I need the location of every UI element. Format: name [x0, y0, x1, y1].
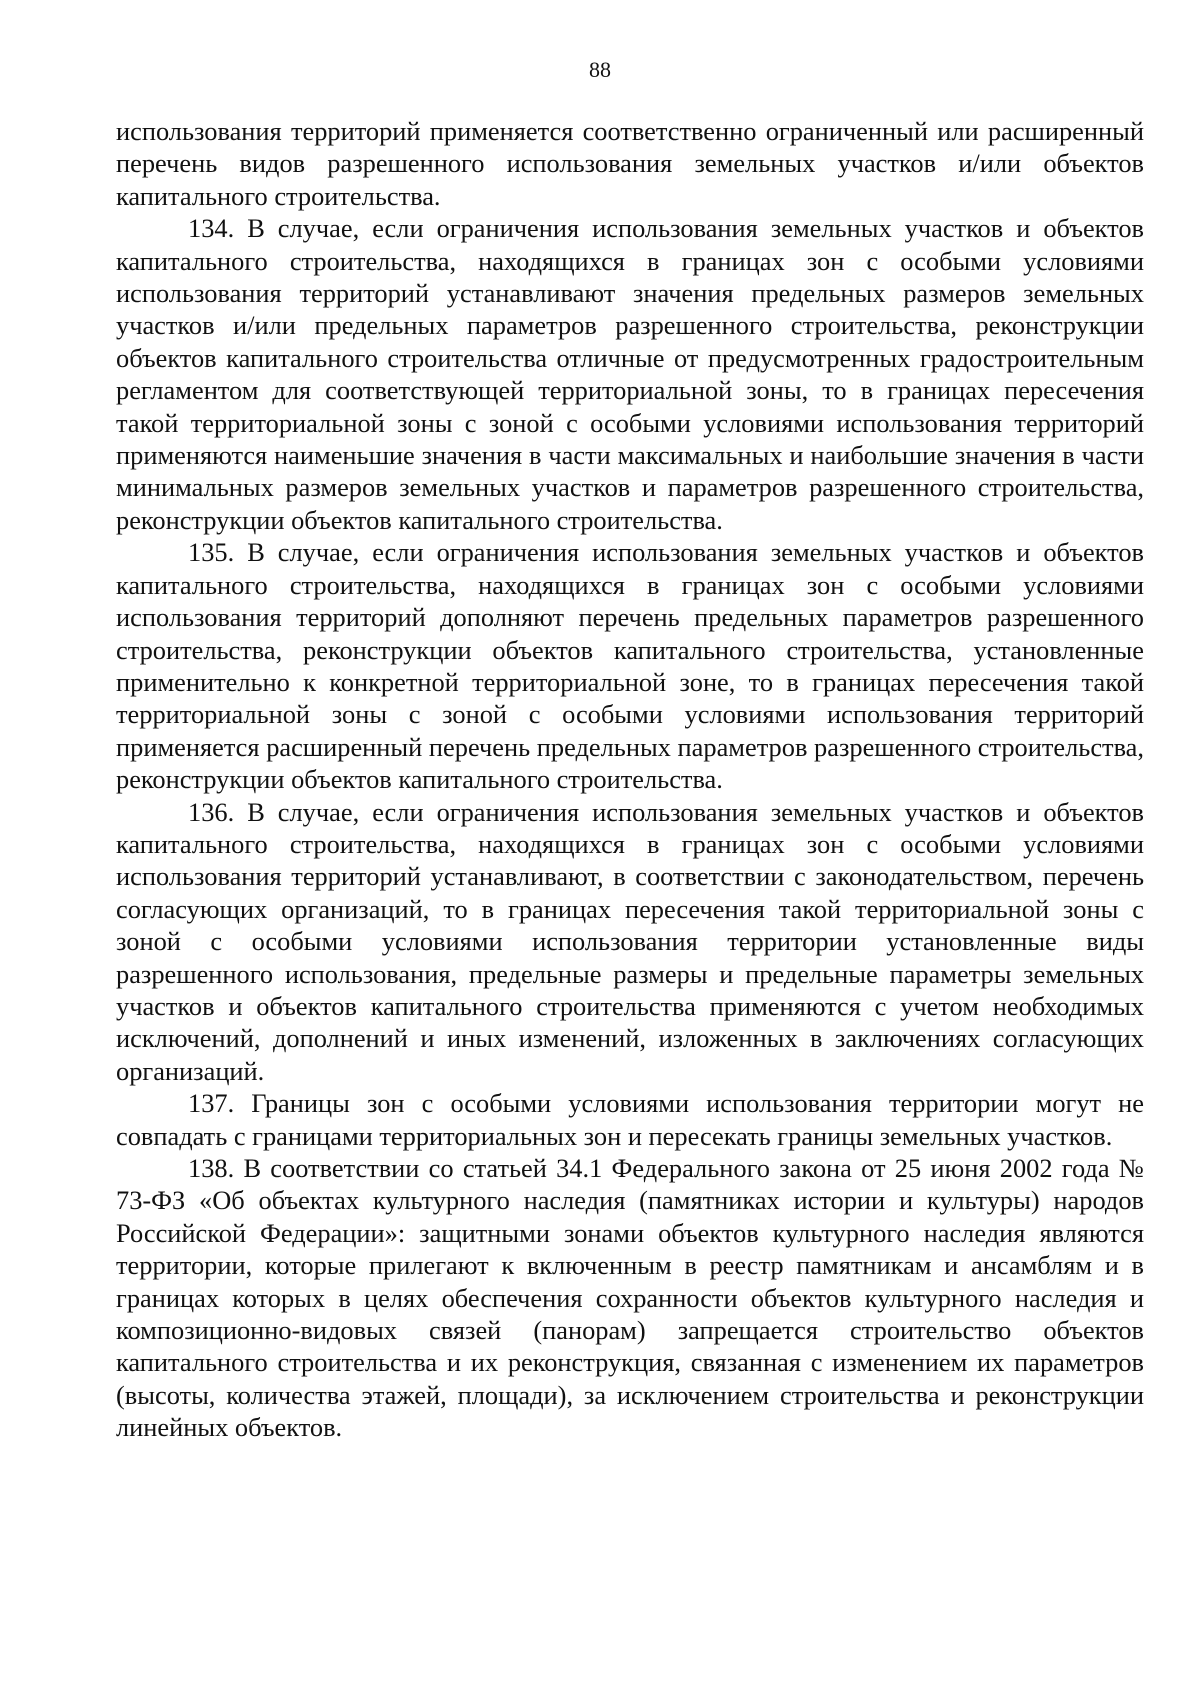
paragraph-135: 135. В случае, если ограничения использования земельных участков и объектов капитального строительства, находящихся в границах зон с особыми условиями использования территорий дополняют перечень предельных параметров разрешенного строительства, реконструкции объектов капитального строительства, установленные применительно к конкретной территориальной зоне, то в границах пересечения такой территориальной зоны с зоной с особыми условиями использования территорий применяется расширенный перечень предельных параметров разрешенного строительства, реконструкции объектов капитального строительства.	[116, 537, 1144, 795]
paragraph-138: 138. В соответствии со статьей 34.1 Федерального закона от 25 июня 2002 года № 73-ФЗ «Об объектах культурного наследия (памятниках истории и культуры) народов Российской Федерации»: защитными зонами объектов культурного наследия являются территории, которые прилегают к включенным в реестр памятникам и ансамблям и в границах которых в целях обеспечения сохранности объектов культурного наследия и композиционно-видовых связей (панорам) запрещается строительство объектов капитального строительства и их реконструкция, связанная с изменением их параметров (высоты, количества этажей, площади), за исключением строительства и реконструкции линейных объектов.	[116, 1153, 1144, 1443]
page-number: 88	[589, 57, 611, 82]
paragraph-136: 136. В случае, если ограничения использования земельных участков и объектов капитального строительства, находящихся в границах зон с особыми условиями использования территорий устанавливают, в соответствии с законодательством, перечень согласующих организаций, то в границах пересечения такой территориальной зоны с зоной с особыми условиями использования территории установленные виды разрешенного использования, предельные размеры и предельные параметры земельных участков и объектов капитального строительства применяются с учетом необходимых исключений, дополнений и иных изменений, изложенных в заключениях согласующих организаций.	[116, 796, 1144, 1086]
paragraph-134: 134. В случае, если ограничения использования земельных участков и объектов капитального строительства, находящихся в границах зон с особыми условиями использования территорий устанавливают значения предельных размеров земельных участков и/или предельных параметров разрешенного строительства, реконструкции объектов капитального строительства отличные от предусмотренных градостроительным регламентом для соответствующей территориальной зоны, то в границах пересечения такой территориальной зоны с зоной с особыми условиями использования территорий применяются наименьшие значения в части максимальных и наибольшие значения в части минимальных размеров земельных участков и параметров разрешенного строительства, реконструкции объектов капитального строительства.	[116, 213, 1144, 535]
paragraph-137: 137. Границы зон с особыми условиями использования территории могут не совпадать с границами территориальных зон и пересекать границы земельных участков.	[116, 1088, 1144, 1151]
paragraph-continuation: использования территорий применяется соответственно ограниченный или расширенный перечень видов разрешенного использования земельных участков и/или объектов капитального строительства.	[116, 116, 1144, 211]
document-body	[116, 115, 1144, 1444]
